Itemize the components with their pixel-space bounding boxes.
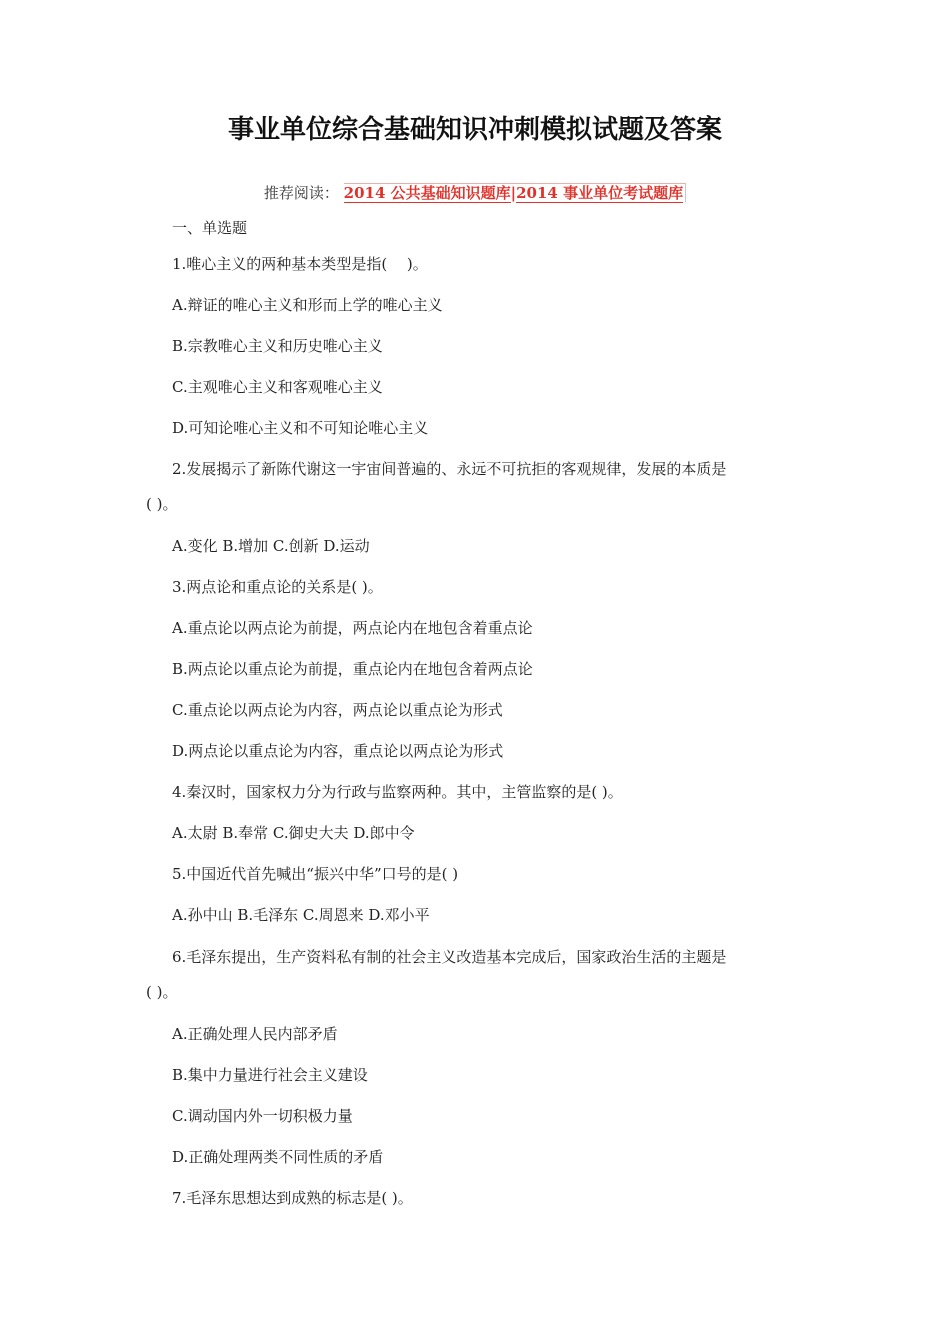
question-6-option-a: A.正确处理人民内部矛盾 — [172, 1025, 338, 1043]
question-7: 7.毛泽东思想达到成熟的标志是( )。 — [172, 1189, 413, 1207]
question-4: 4.秦汉时，国家权力分为行政与监察两种。其中，主管监察的是( )。 — [172, 783, 623, 801]
section-heading: 一、单选题 — [172, 219, 248, 237]
question-6: 6.毛泽东提出，生产资料私有制的社会主义改造基本完成后，国家政治生活的主题是 — [172, 948, 727, 966]
question-1-option-c: C.主观唯心主义和客观唯心主义 — [172, 378, 383, 396]
question-1-option-a: A.辩证的唯心主义和形而上学的唯心主义 — [172, 296, 443, 314]
question-6-option-b: B.集中力量进行社会主义建设 — [172, 1066, 368, 1084]
question-4-options: A.太尉 B.奉常 C.御史大夫 D.郎中令 — [172, 824, 415, 842]
question-3-option-b: B.两点论以重点论为前提，重点论内在地包含着两点论 — [172, 660, 533, 678]
question-1-option-d: D.可知论唯心主义和不可知论唯心主义 — [172, 419, 429, 437]
link-public-institution-exam-bank[interactable]: 2014 事业单位考试题库 — [516, 184, 684, 202]
question-3-option-d: D.两点论以重点论为内容，重点论以两点论为形式 — [172, 742, 504, 760]
question-2: 2.发展揭示了新陈代谢这一宇宙间普遍的、永远不可抗拒的客观规律，发展的本质是 — [172, 460, 727, 478]
question-6-continued: ( )。 — [146, 983, 178, 1001]
document-title: 事业单位综合基础知识冲刺模拟试题及答案 — [227, 115, 722, 145]
recommended-reading-prefix: 推荐阅读： — [263, 184, 339, 202]
question-6-option-c: C.调动国内外一切积极力量 — [172, 1107, 353, 1125]
question-5: 5.中国近代首先喊出“振兴中华”口号的是( ) — [172, 865, 459, 883]
question-1-option-b: B.宗教唯心主义和历史唯心主义 — [172, 337, 383, 355]
recommended-reading — [0, 180, 950, 206]
question-3-option-a: A.重点论以两点论为前提，两点论内在地包含着重点论 — [172, 619, 533, 637]
question-5-options: A.孙中山 B.毛泽东 C.周恩来 D.邓小平 — [172, 906, 430, 924]
link-public-knowledge-bank[interactable]: 2014 公共基础知识题库 — [343, 184, 511, 202]
question-2-options: A.变化 B.增加 C.创新 D.运动 — [172, 537, 370, 555]
link-separator: | — [510, 184, 517, 202]
question-2-continued: ( )。 — [146, 495, 178, 513]
recommended-links-box — [344, 183, 686, 202]
question-6-option-d: D.正确处理两类不同性质的矛盾 — [172, 1148, 384, 1166]
question-3-option-c: C.重点论以两点论为内容，两点论以重点论为形式 — [172, 701, 503, 719]
question-1: 1.唯心主义的两种基本类型是指( )。 — [172, 255, 428, 273]
question-3: 3.两点论和重点论的关系是( )。 — [172, 578, 383, 596]
